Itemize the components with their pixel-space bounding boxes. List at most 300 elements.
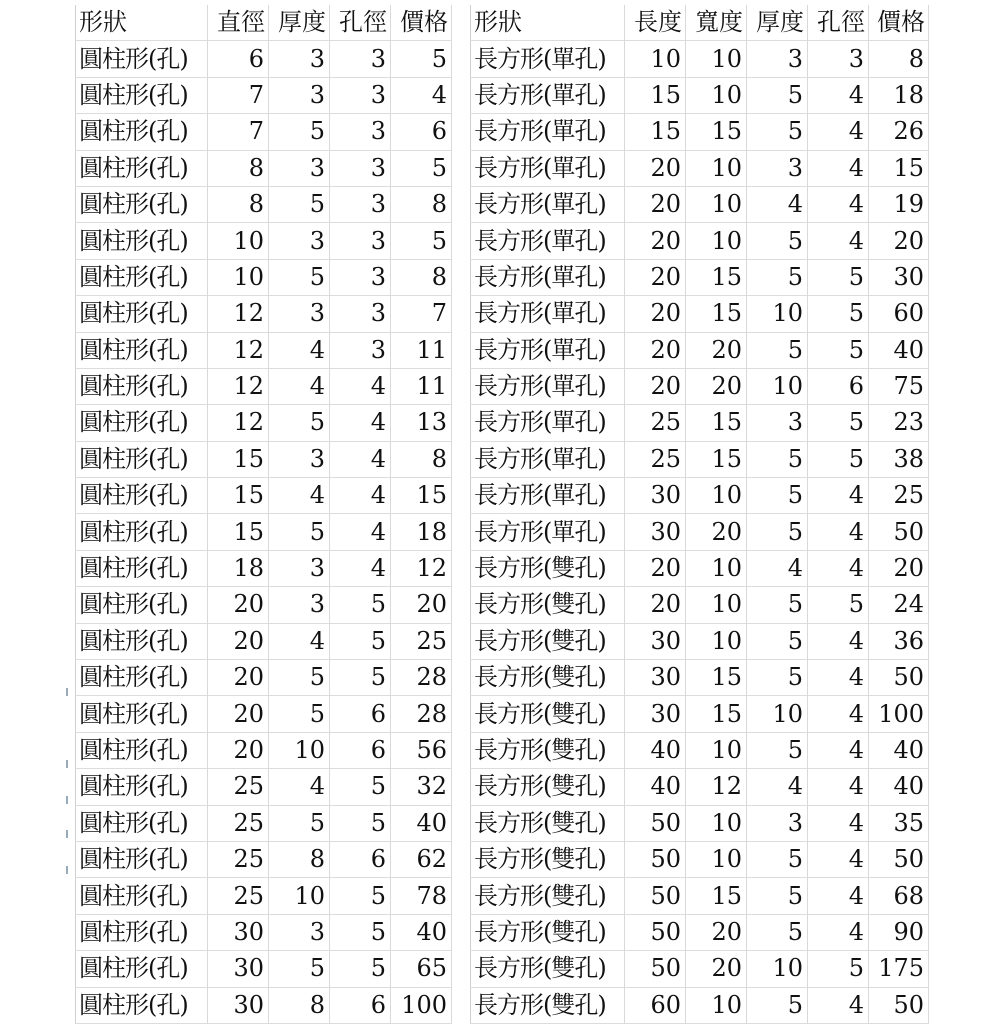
- value-cell: 4: [808, 914, 869, 950]
- value-cell: 30: [208, 951, 269, 987]
- value-cell: 5: [330, 660, 391, 696]
- column-header: 孔徑: [808, 5, 869, 41]
- value-cell: 50: [869, 514, 929, 550]
- value-cell: 19: [869, 186, 929, 222]
- value-cell: 30: [869, 259, 929, 295]
- value-cell: 4: [269, 332, 330, 368]
- value-cell: 5: [747, 114, 808, 150]
- value-cell: 5: [269, 405, 330, 441]
- table-row: [76, 805, 452, 841]
- shape-cell: 圓柱形(孔): [76, 405, 208, 441]
- value-cell: 10: [686, 805, 747, 841]
- value-cell: 4: [747, 550, 808, 586]
- value-cell: 4: [330, 405, 391, 441]
- cylinder-table-header: [76, 5, 452, 41]
- value-cell: 4: [808, 841, 869, 877]
- table-row: [471, 550, 929, 586]
- value-cell: 10: [686, 478, 747, 514]
- value-cell: 20: [869, 223, 929, 259]
- shape-cell: 圓柱形(孔): [76, 77, 208, 113]
- value-cell: 4: [808, 150, 869, 186]
- value-cell: 12: [208, 405, 269, 441]
- value-cell: 100: [391, 987, 452, 1023]
- row-marker: [66, 830, 68, 838]
- table-row: [76, 441, 452, 477]
- value-cell: 20: [625, 332, 686, 368]
- value-cell: 10: [686, 77, 747, 113]
- value-cell: 5: [747, 660, 808, 696]
- value-cell: 10: [747, 696, 808, 732]
- shape-cell: 長方形(雙孔): [471, 623, 625, 659]
- value-cell: 3: [269, 41, 330, 77]
- table-row: [471, 587, 929, 623]
- shape-cell: 長方形(單孔): [471, 223, 625, 259]
- value-cell: 68: [869, 878, 929, 914]
- value-cell: 8: [869, 41, 929, 77]
- column-header-shape: 形狀: [76, 5, 208, 41]
- value-cell: 12: [208, 368, 269, 404]
- value-cell: 3: [747, 41, 808, 77]
- value-cell: 20: [208, 587, 269, 623]
- value-cell: 3: [330, 77, 391, 113]
- value-cell: 4: [808, 696, 869, 732]
- value-cell: 32: [391, 769, 452, 805]
- value-cell: 8: [269, 841, 330, 877]
- value-cell: 60: [869, 296, 929, 332]
- value-cell: 20: [625, 223, 686, 259]
- table-row: [471, 623, 929, 659]
- value-cell: 50: [625, 805, 686, 841]
- value-cell: 10: [686, 587, 747, 623]
- table-row: [76, 841, 452, 877]
- shape-cell: 圓柱形(孔): [76, 296, 208, 332]
- value-cell: 3: [269, 77, 330, 113]
- table-row: [76, 587, 452, 623]
- value-cell: 40: [391, 914, 452, 950]
- table-row: [471, 41, 929, 77]
- row-marker: [66, 688, 68, 696]
- value-cell: 15: [686, 660, 747, 696]
- shape-cell: 長方形(雙孔): [471, 878, 625, 914]
- value-cell: 20: [625, 587, 686, 623]
- shape-cell: 長方形(單孔): [471, 114, 625, 150]
- table-row: [471, 114, 929, 150]
- table-row: [76, 951, 452, 987]
- shape-cell: 圓柱形(孔): [76, 587, 208, 623]
- value-cell: 75: [869, 368, 929, 404]
- value-cell: 24: [869, 587, 929, 623]
- value-cell: 7: [208, 77, 269, 113]
- table-row: [471, 441, 929, 477]
- value-cell: 3: [747, 405, 808, 441]
- value-cell: 10: [686, 186, 747, 222]
- value-cell: 12: [686, 769, 747, 805]
- value-cell: 30: [625, 514, 686, 550]
- value-cell: 5: [808, 951, 869, 987]
- shape-cell: 長方形(單孔): [471, 514, 625, 550]
- value-cell: 6: [330, 732, 391, 768]
- value-cell: 5: [391, 223, 452, 259]
- value-cell: 5: [391, 41, 452, 77]
- value-cell: 8: [208, 150, 269, 186]
- value-cell: 20: [625, 186, 686, 222]
- value-cell: 20: [869, 550, 929, 586]
- shape-cell: 長方形(雙孔): [471, 987, 625, 1023]
- column-header-shape: 形狀: [471, 5, 625, 41]
- value-cell: 5: [330, 878, 391, 914]
- shape-cell: 圓柱形(孔): [76, 878, 208, 914]
- value-cell: 25: [208, 878, 269, 914]
- value-cell: 40: [869, 732, 929, 768]
- shape-cell: 長方形(雙孔): [471, 732, 625, 768]
- value-cell: 4: [808, 550, 869, 586]
- value-cell: 5: [269, 114, 330, 150]
- shape-cell: 圓柱形(孔): [76, 805, 208, 841]
- value-cell: 5: [808, 332, 869, 368]
- shape-cell: 圓柱形(孔): [76, 114, 208, 150]
- shape-cell: 圓柱形(孔): [76, 41, 208, 77]
- value-cell: 3: [269, 914, 330, 950]
- value-cell: 78: [391, 878, 452, 914]
- value-cell: 20: [625, 550, 686, 586]
- value-cell: 5: [747, 914, 808, 950]
- value-cell: 4: [269, 478, 330, 514]
- table-row: [471, 332, 929, 368]
- value-cell: 5: [747, 587, 808, 623]
- value-cell: 6: [391, 114, 452, 150]
- table-row: [471, 405, 929, 441]
- value-cell: 20: [686, 514, 747, 550]
- table-row: [76, 77, 452, 113]
- value-cell: 15: [686, 405, 747, 441]
- shape-cell: 長方形(單孔): [471, 259, 625, 295]
- table-row: [76, 550, 452, 586]
- table-row: [471, 841, 929, 877]
- value-cell: 5: [747, 478, 808, 514]
- value-cell: 25: [208, 769, 269, 805]
- table-row: [471, 878, 929, 914]
- table-row: [76, 769, 452, 805]
- column-header: 厚度: [747, 5, 808, 41]
- value-cell: 25: [625, 441, 686, 477]
- table-row: [76, 914, 452, 950]
- shape-cell: 圓柱形(孔): [76, 623, 208, 659]
- value-cell: 40: [869, 769, 929, 805]
- value-cell: 3: [330, 114, 391, 150]
- value-cell: 50: [869, 841, 929, 877]
- value-cell: 3: [330, 41, 391, 77]
- value-cell: 4: [808, 223, 869, 259]
- value-cell: 28: [391, 696, 452, 732]
- value-cell: 25: [625, 405, 686, 441]
- value-cell: 3: [330, 296, 391, 332]
- shape-cell: 圓柱形(孔): [76, 441, 208, 477]
- table-row: [471, 223, 929, 259]
- shape-cell: 圓柱形(孔): [76, 696, 208, 732]
- value-cell: 5: [269, 259, 330, 295]
- value-cell: 5: [808, 259, 869, 295]
- value-cell: 5: [808, 296, 869, 332]
- table-row: [76, 696, 452, 732]
- value-cell: 4: [808, 987, 869, 1023]
- value-cell: 25: [869, 478, 929, 514]
- table-row: [76, 514, 452, 550]
- table-row: [76, 186, 452, 222]
- value-cell: 5: [269, 514, 330, 550]
- shape-cell: 圓柱形(孔): [76, 223, 208, 259]
- value-cell: 4: [808, 732, 869, 768]
- value-cell: 5: [747, 514, 808, 550]
- value-cell: 6: [330, 841, 391, 877]
- value-cell: 20: [391, 587, 452, 623]
- value-cell: 38: [869, 441, 929, 477]
- value-cell: 15: [391, 478, 452, 514]
- shape-cell: 長方形(雙孔): [471, 587, 625, 623]
- header-row: [471, 5, 929, 41]
- value-cell: 30: [625, 623, 686, 659]
- shape-cell: 長方形(單孔): [471, 405, 625, 441]
- column-header: 寬度: [686, 5, 747, 41]
- value-cell: 5: [747, 441, 808, 477]
- row-marker: [66, 796, 68, 804]
- value-cell: 20: [208, 732, 269, 768]
- shape-cell: 長方形(雙孔): [471, 914, 625, 950]
- table-row: [471, 951, 929, 987]
- value-cell: 5: [330, 587, 391, 623]
- value-cell: 10: [686, 550, 747, 586]
- shape-cell: 圓柱形(孔): [76, 550, 208, 586]
- value-cell: 5: [391, 150, 452, 186]
- value-cell: 100: [869, 696, 929, 732]
- value-cell: 20: [208, 623, 269, 659]
- value-cell: 3: [747, 150, 808, 186]
- rectangle-table-header: [471, 5, 929, 41]
- shape-cell: 圓柱形(孔): [76, 660, 208, 696]
- value-cell: 5: [808, 441, 869, 477]
- table-row: [76, 478, 452, 514]
- value-cell: 10: [686, 987, 747, 1023]
- shape-cell: 圓柱形(孔): [76, 478, 208, 514]
- value-cell: 4: [808, 478, 869, 514]
- value-cell: 5: [269, 951, 330, 987]
- shape-cell: 長方形(雙孔): [471, 550, 625, 586]
- value-cell: 4: [808, 805, 869, 841]
- value-cell: 6: [330, 987, 391, 1023]
- value-cell: 10: [747, 296, 808, 332]
- row-marker: [66, 866, 68, 874]
- value-cell: 23: [869, 405, 929, 441]
- value-cell: 15: [686, 878, 747, 914]
- value-cell: 28: [391, 660, 452, 696]
- value-cell: 12: [391, 550, 452, 586]
- value-cell: 4: [808, 878, 869, 914]
- value-cell: 20: [625, 150, 686, 186]
- value-cell: 5: [747, 987, 808, 1023]
- value-cell: 35: [869, 805, 929, 841]
- value-cell: 62: [391, 841, 452, 877]
- table-row: [76, 405, 452, 441]
- value-cell: 50: [625, 951, 686, 987]
- value-cell: 11: [391, 332, 452, 368]
- value-cell: 15: [686, 441, 747, 477]
- value-cell: 3: [269, 441, 330, 477]
- value-cell: 5: [269, 660, 330, 696]
- table-row: [471, 732, 929, 768]
- value-cell: 40: [391, 805, 452, 841]
- table-row: [76, 114, 452, 150]
- value-cell: 15: [686, 296, 747, 332]
- value-cell: 4: [808, 623, 869, 659]
- value-cell: 4: [808, 114, 869, 150]
- value-cell: 3: [269, 296, 330, 332]
- value-cell: 5: [747, 623, 808, 659]
- value-cell: 15: [686, 259, 747, 295]
- value-cell: 5: [747, 332, 808, 368]
- table-row: [471, 914, 929, 950]
- value-cell: 40: [869, 332, 929, 368]
- shape-cell: 圓柱形(孔): [76, 841, 208, 877]
- shape-cell: 長方形(單孔): [471, 332, 625, 368]
- value-cell: 4: [330, 514, 391, 550]
- value-cell: 5: [747, 841, 808, 877]
- value-cell: 20: [625, 368, 686, 404]
- shape-cell: 長方形(單孔): [471, 296, 625, 332]
- value-cell: 4: [330, 550, 391, 586]
- value-cell: 15: [625, 114, 686, 150]
- value-cell: 5: [747, 223, 808, 259]
- value-cell: 4: [808, 186, 869, 222]
- table-row: [471, 769, 929, 805]
- table-row: [76, 878, 452, 914]
- value-cell: 11: [391, 368, 452, 404]
- value-cell: 4: [808, 769, 869, 805]
- value-cell: 30: [625, 478, 686, 514]
- shape-cell: 圓柱形(孔): [76, 332, 208, 368]
- value-cell: 5: [747, 878, 808, 914]
- value-cell: 40: [625, 732, 686, 768]
- value-cell: 7: [208, 114, 269, 150]
- value-cell: 3: [269, 587, 330, 623]
- value-cell: 65: [391, 951, 452, 987]
- value-cell: 3: [330, 223, 391, 259]
- value-cell: 10: [686, 732, 747, 768]
- table-row: [76, 623, 452, 659]
- value-cell: 5: [747, 732, 808, 768]
- value-cell: 40: [625, 769, 686, 805]
- shape-cell: 圓柱形(孔): [76, 259, 208, 295]
- table-row: [471, 186, 929, 222]
- value-cell: 25: [208, 841, 269, 877]
- value-cell: 6: [330, 696, 391, 732]
- value-cell: 12: [208, 296, 269, 332]
- value-cell: 50: [625, 878, 686, 914]
- shape-cell: 長方形(單孔): [471, 478, 625, 514]
- value-cell: 4: [747, 769, 808, 805]
- shape-cell: 長方形(單孔): [471, 441, 625, 477]
- value-cell: 5: [330, 623, 391, 659]
- value-cell: 12: [208, 332, 269, 368]
- value-cell: 10: [686, 150, 747, 186]
- value-cell: 4: [808, 660, 869, 696]
- table-row: [76, 296, 452, 332]
- value-cell: 15: [625, 77, 686, 113]
- value-cell: 36: [869, 623, 929, 659]
- value-cell: 50: [625, 914, 686, 950]
- value-cell: 10: [686, 623, 747, 659]
- value-cell: 20: [625, 296, 686, 332]
- row-marker: [66, 760, 68, 768]
- value-cell: 6: [808, 368, 869, 404]
- value-cell: 30: [208, 914, 269, 950]
- value-cell: 8: [391, 259, 452, 295]
- value-cell: 20: [625, 259, 686, 295]
- value-cell: 5: [330, 769, 391, 805]
- table-row: [76, 332, 452, 368]
- shape-cell: 長方形(雙孔): [471, 769, 625, 805]
- value-cell: 25: [208, 805, 269, 841]
- value-cell: 3: [269, 223, 330, 259]
- value-cell: 15: [869, 150, 929, 186]
- column-header: 價格: [869, 5, 929, 41]
- value-cell: 5: [808, 405, 869, 441]
- column-header: 長度: [625, 5, 686, 41]
- table-row: [76, 259, 452, 295]
- value-cell: 50: [625, 841, 686, 877]
- value-cell: 20: [686, 951, 747, 987]
- value-cell: 8: [208, 186, 269, 222]
- value-cell: 7: [391, 296, 452, 332]
- value-cell: 3: [330, 332, 391, 368]
- value-cell: 4: [747, 186, 808, 222]
- table-row: [471, 660, 929, 696]
- column-header: 厚度: [269, 5, 330, 41]
- table-row: [76, 223, 452, 259]
- value-cell: 10: [747, 368, 808, 404]
- table-row: [76, 150, 452, 186]
- column-header: 孔徑: [330, 5, 391, 41]
- value-cell: 13: [391, 405, 452, 441]
- shape-cell: 長方形(單孔): [471, 150, 625, 186]
- shape-cell: 長方形(雙孔): [471, 841, 625, 877]
- value-cell: 10: [747, 951, 808, 987]
- value-cell: 5: [747, 77, 808, 113]
- shape-cell: 圓柱形(孔): [76, 951, 208, 987]
- shape-cell: 圓柱形(孔): [76, 914, 208, 950]
- value-cell: 3: [330, 186, 391, 222]
- table-row: [471, 259, 929, 295]
- column-header: 直徑: [208, 5, 269, 41]
- shape-cell: 圓柱形(孔): [76, 987, 208, 1023]
- shape-cell: 圓柱形(孔): [76, 514, 208, 550]
- value-cell: 10: [269, 878, 330, 914]
- value-cell: 20: [686, 914, 747, 950]
- table-row: [471, 696, 929, 732]
- value-cell: 15: [208, 514, 269, 550]
- value-cell: 4: [269, 769, 330, 805]
- shape-cell: 長方形(雙孔): [471, 951, 625, 987]
- table-row: [471, 150, 929, 186]
- value-cell: 30: [208, 987, 269, 1023]
- table-row: [471, 805, 929, 841]
- value-cell: 20: [208, 660, 269, 696]
- table-row: [76, 987, 452, 1023]
- shape-cell: 圓柱形(孔): [76, 186, 208, 222]
- shape-cell: 圓柱形(孔): [76, 732, 208, 768]
- value-cell: 30: [625, 660, 686, 696]
- value-cell: 4: [808, 514, 869, 550]
- value-cell: 8: [391, 441, 452, 477]
- table-row: [76, 732, 452, 768]
